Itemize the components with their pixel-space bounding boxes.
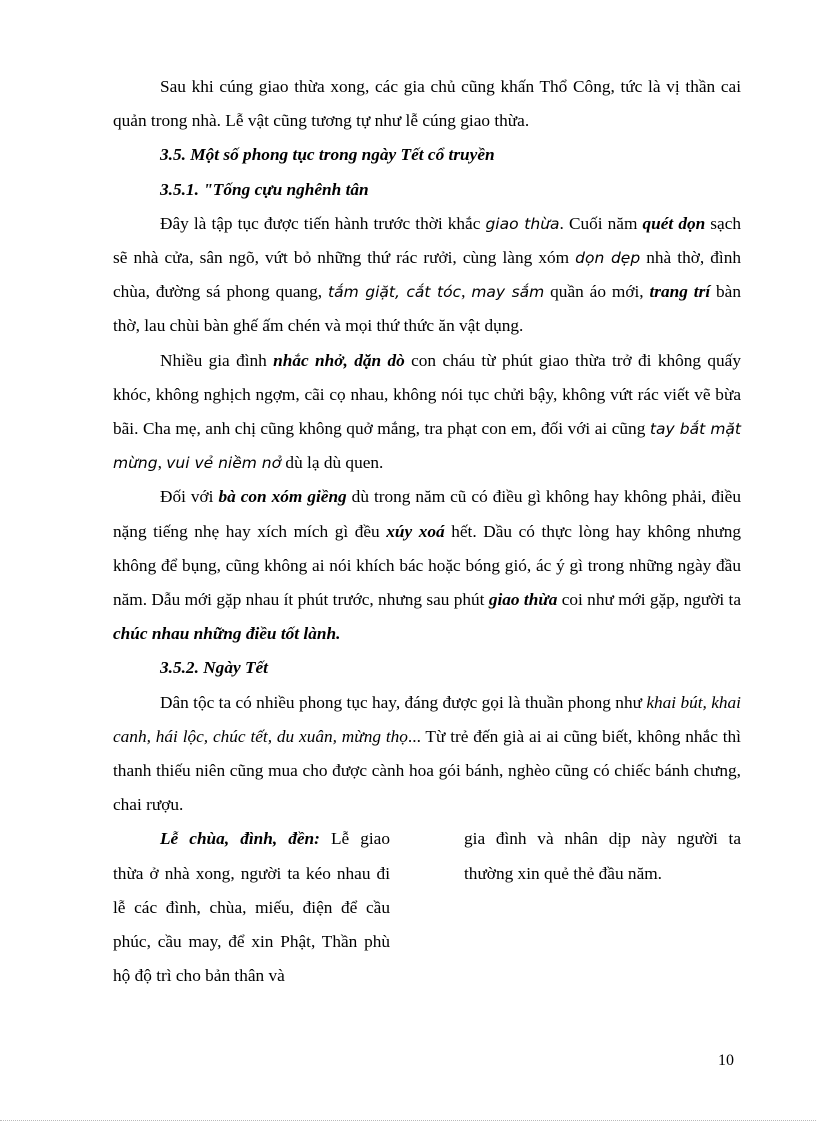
column-right-paragraph: gia đình và nhân dịp này người ta thường xin quẻ thẻ đầu năm. — [464, 829, 741, 883]
column-right — [464, 822, 741, 993]
paragraph-2: Đây là tập tục được tiến hành trước thời khắc giao thừa. Cuối năm quét dọn sạch sẽ nhà cửa, sân ngõ, vứt bỏ những thứ rác rưởi, cùng làng xóm dọn dẹp nhà thờ, đình chùa, đường sá phong quang, tắm giặt, cắt tóc, may sắm quần áo mới, trang trí bàn thờ, lau chùi bàn ghế ấm chén và mọi thứ thức ăn vật dụng. — [113, 213, 742, 336]
paragraph-3: Nhiều gia đình nhắc nhở, dặn dò con cháu từ phút giao thừa trở đi không quấy khóc, không nghịch ngợm, cãi cọ nhau, không nói tục chửi bậy, không vứt rác viết vẽ bừa bãi. Cha mẹ, anh chị cũng không quở mắng, tra phạt con em, đối với ai cũng tay bắt mặt mừng, vui vẻ niềm nở dù lạ dù quen. — [113, 350, 741, 473]
paragraph-4: Đối với bà con xóm giềng dù trong năm cũ có điều gì không hay không phải, điều nặng tiếng nhẹ hay xích mích gì đều xúy xoá hết. Dầu có thực lòng hay không nhưng không để bụng, cũng không ai nói khích bác hoặc bóng gió, ác ý gì trong những ngày đầu năm. Dẫu mới gặp nhau ít phút trước, nhưng sau phút giao thừa coi như mới gặp, người ta chúc nhau những điều tốt lành. — [113, 487, 742, 644]
page-bottom-divider — [0, 1120, 816, 1121]
page-number: 10 — [718, 1052, 734, 1069]
paragraph-1: Sau khi cúng giao thừa xong, các gia chủ cũng khấn Thổ Công, tức là vị thần cai quản trong nhà. Lễ vật cũng tương tự như lễ cúng giao thừa. — [113, 77, 741, 131]
heading-3-5: 3.5. Một số phong tục trong ngày Tết cổ truyền — [160, 145, 495, 165]
two-column-section — [113, 822, 741, 993]
heading-3-5-1: 3.5.1. "Tống cựu nghênh tân — [160, 179, 369, 199]
document-body — [113, 70, 741, 993]
heading-3-5-2: 3.5.2. Ngày Tết — [160, 658, 268, 678]
paragraph-5: Dân tộc ta có nhiều phong tục hay, đáng được gọi là thuần phong như khai bút, khai canh, hái lộc, chúc tết, du xuân, mừng thọ... Từ trẻ đến già ai ai cũng biết, không nhắc thì thanh thiếu niên cũng mua cho được cành hoa gói bánh, nghèo cũng có chiếc bánh chưng, chai rượu. — [113, 692, 741, 815]
column-left-paragraph: Lễ chùa, đình, đền: Lễ giao thừa ở nhà xong, người ta kéo nhau đi lễ các đình, chùa, miếu, điện để cầu phúc, cầu may, để xin Phật, Thần phù hộ độ trì cho bản thân và — [113, 829, 390, 986]
column-left — [113, 822, 390, 993]
